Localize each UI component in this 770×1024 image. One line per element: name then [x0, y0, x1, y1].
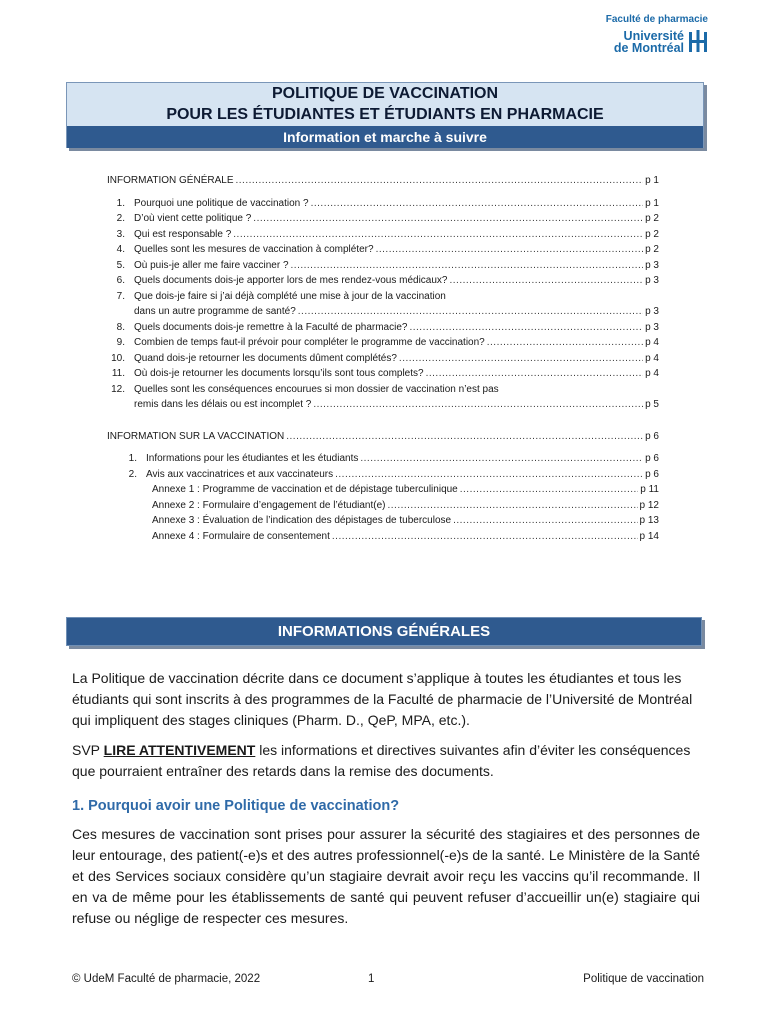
toc-annex	[107, 500, 659, 516]
toc-num: 3.	[116, 228, 125, 240]
toc-text: Qui est responsable ?	[134, 228, 232, 240]
toc-num: 5.	[116, 259, 125, 271]
svp-rest: les informations et directives suivantes afin d’éviter les conséquences que pourraient entraîner des retards dans la remise des documents.	[72, 742, 691, 779]
toc-page: p 2	[645, 228, 659, 240]
toc-item	[107, 213, 659, 229]
toc-text: Quels documents dois-je apporter lors de mes rendez-vous médicaux?	[134, 275, 448, 286]
toc-page: p 4	[645, 368, 659, 379]
svp-emphasis: LIRE ATTENTIVEMENT	[103, 742, 256, 758]
toc-page: p 1	[645, 197, 659, 209]
toc-page: p 4	[645, 352, 659, 364]
toc-item	[107, 275, 659, 291]
toc-item-continued	[107, 306, 659, 322]
toc-page: p 3	[645, 275, 659, 286]
toc-text: Avis aux vaccinatrices et aux vaccinateurs	[146, 468, 334, 480]
toc-page: p 11	[640, 484, 659, 495]
toc-item	[107, 384, 659, 400]
toc-num: 12.	[111, 383, 125, 395]
toc-text: remis dans les délais ou est incomplet ?	[134, 399, 312, 410]
toc-page: p 12	[639, 499, 659, 511]
toc-num: 2.	[128, 468, 137, 480]
toc-text: Annexe 2 : Formulaire d’engagement de l’étudiant(e)	[152, 499, 386, 511]
title-subtitle: Information et marche à suivre	[67, 126, 703, 148]
toc-text: Annexe 3 : Évaluation de l’indication des dépistages de tuberculose	[152, 515, 452, 526]
footer-copyright: © UdeM Faculté de pharmacie, 2022	[72, 973, 261, 985]
toc-vaccination-heading	[107, 431, 659, 447]
toc-num: 10.	[111, 352, 125, 364]
toc-page: p 1	[645, 175, 659, 186]
document-title-box	[66, 82, 704, 148]
toc-label: INFORMATION GÉNÉRALE	[107, 175, 234, 186]
toc-page: p 6	[645, 430, 659, 442]
toc-num: 6.	[116, 275, 125, 286]
university-logo	[606, 14, 708, 54]
toc-num: 1.	[128, 453, 137, 464]
toc-text: Combien de temps faut-il prévoir pour compléter le programme de vaccination?	[134, 337, 485, 348]
toc-page: p 4	[645, 337, 659, 348]
toc-item	[107, 322, 659, 338]
toc-text: Quelles sont les mesures de vaccination à compléter?	[134, 244, 374, 255]
toc-page: p 6	[645, 453, 659, 464]
toc-text: Où dois-je retourner les documents lorsqu’ils sont tous complets?	[134, 368, 424, 379]
toc-text: Annexe 4 : Formulaire de consentement	[152, 530, 330, 542]
toc-item	[107, 469, 659, 485]
toc-annex	[107, 515, 659, 531]
toc-text: D’où vient cette politique ?	[134, 213, 252, 224]
toc-page: p 14	[639, 530, 659, 542]
toc-item	[107, 368, 659, 384]
toc-text: Informations pour les étudiantes et les étudiants	[146, 453, 359, 464]
toc-item	[107, 337, 659, 353]
toc-item	[107, 260, 659, 276]
toc-item-continued	[107, 399, 659, 415]
toc-label: INFORMATION SUR LA VACCINATION	[107, 430, 285, 442]
footer-page-number: 1	[368, 973, 375, 985]
toc-page: p 3	[645, 259, 659, 271]
toc-annex	[107, 484, 659, 500]
university-line1: Université	[623, 29, 684, 43]
toc-text: Annexe 1 : Programme de vaccination et de dépistage tuberculinique	[152, 484, 458, 495]
university-line2: de Montréal	[613, 41, 684, 55]
toc-num: 8.	[116, 321, 125, 333]
toc-page: p 13	[639, 515, 659, 526]
toc-text: dans un autre programme de santé?	[134, 306, 296, 317]
section-heading-1: 1. Pourquoi avoir une Politique de vaccination?	[72, 798, 400, 814]
toc-page: p 3	[645, 321, 659, 333]
section-banner: INFORMATIONS GÉNÉRALES	[66, 617, 702, 646]
toc-num: 9.	[116, 337, 125, 348]
intro-paragraph: La Politique de vaccination décrite dans ce document s’applique à toutes les étudiantes et tous les étudiants qui sont inscrits à des programmes de la Faculté de pharmacie de l’Université de Montréal qui impliquent des stages cliniques (Pharm. D., QeP, MPA, etc.).	[72, 670, 693, 728]
toc-page: p 2	[645, 244, 659, 255]
table-of-contents	[107, 175, 659, 546]
toc-page: p 6	[645, 468, 659, 480]
toc-text: Quels documents dois-je remettre à la Faculté de pharmacie?	[134, 321, 408, 333]
toc-item	[107, 244, 659, 260]
toc-item	[107, 353, 659, 369]
toc-num: 4.	[116, 244, 125, 255]
toc-text: Quand dois-je retourner les documents dûment complétés?	[134, 352, 397, 364]
svp-paragraph	[72, 740, 700, 782]
svp-prefix: SVP	[72, 742, 104, 758]
toc-num: 2.	[116, 213, 125, 224]
university-name	[606, 30, 708, 54]
toc-annex	[107, 531, 659, 547]
toc-text: Où puis-je aller me faire vacciner ?	[134, 259, 289, 271]
toc-num: 11.	[111, 368, 125, 379]
toc-page: p 2	[645, 213, 659, 224]
toc-page: p 3	[645, 306, 659, 317]
footer-document-title: Politique de vaccination	[583, 973, 704, 985]
faculty-name: Faculté de pharmacie	[605, 14, 708, 25]
university-emblem-icon	[688, 30, 708, 54]
toc-item	[107, 198, 659, 214]
toc-num: 7.	[116, 290, 125, 302]
toc-general-heading	[107, 175, 659, 191]
toc-text: Pourquoi une politique de vaccination ?	[134, 197, 309, 209]
toc-item	[107, 291, 659, 307]
toc-num: 1.	[116, 197, 125, 209]
title-line1: POLITIQUE DE VACCINATION	[271, 85, 499, 102]
body-paragraph-1: Ces mesures de vaccination sont prises pour assurer la sécurité des stagiaires et des personnes de leur entourage, des patient(-e)s et des autres professionnel(-e)s de la santé. Le Ministère de la Santé et des Services sociaux considère qu’un stagiaire devrait avoir reçu les vaccins qu’il recommande. Il en va de même pour les établissements de santé qui peuvent refuser d’accueillir un(e) stagiaire qui refuse ou néglige de respecter ces mesures.	[72, 826, 700, 926]
toc-text: Quelles sont les conséquences encourues si mon dossier de vaccination n’est pas	[134, 383, 499, 395]
toc-item	[107, 229, 659, 245]
toc-page: p 5	[645, 399, 659, 410]
toc-text: Que dois-je faire si j’ai déjà complété une mise à jour de la vaccination	[134, 290, 446, 302]
university-name-text	[614, 30, 684, 54]
toc-item	[107, 453, 659, 469]
title-line2: POUR LES ÉTUDIANTES ET ÉTUDIANTS EN PHARMACIE	[166, 106, 604, 123]
